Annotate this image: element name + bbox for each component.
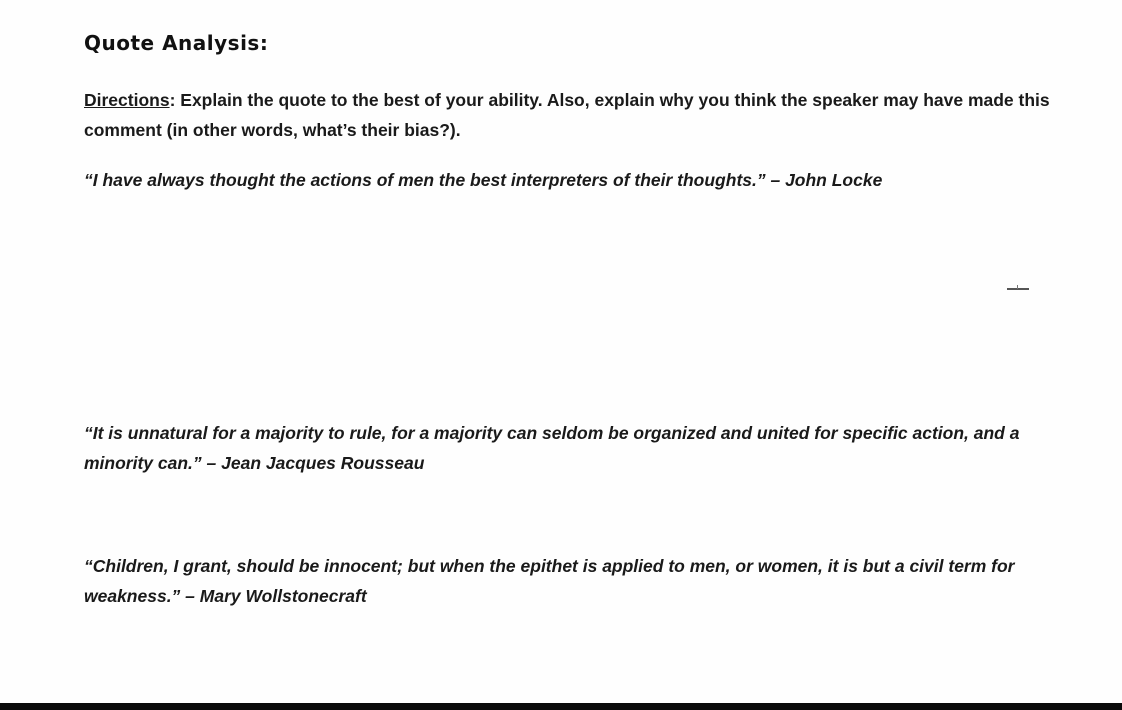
stray-pen-mark xyxy=(1007,288,1029,290)
directions-paragraph xyxy=(84,85,1084,145)
page-title: Quote Analysis: xyxy=(84,31,269,55)
quote-john-locke: “I have always thought the actions of men the best interpreters of their thoughts.” – John Locke xyxy=(84,170,883,190)
directions-text: : Explain the quote to the best of your ability. Also, explain why you think the speaker may have made this comment (in other words, what’s their bias?). xyxy=(84,90,1050,140)
quote-rousseau: “It is unnatural for a majority to rule, for a majority can seldom be organized and united for specific action, and a minority can.” – Jean Jacques Rousseau xyxy=(84,423,1020,473)
bottom-edge-bar xyxy=(0,703,1122,710)
quote-wollstonecraft: “Children, I grant, should be innocent; but when the epithet is applied to men, or women, it is but a civil term for weakness.” – Mary Wollstonecraft xyxy=(84,556,1015,606)
directions-label: Directions xyxy=(84,90,170,110)
